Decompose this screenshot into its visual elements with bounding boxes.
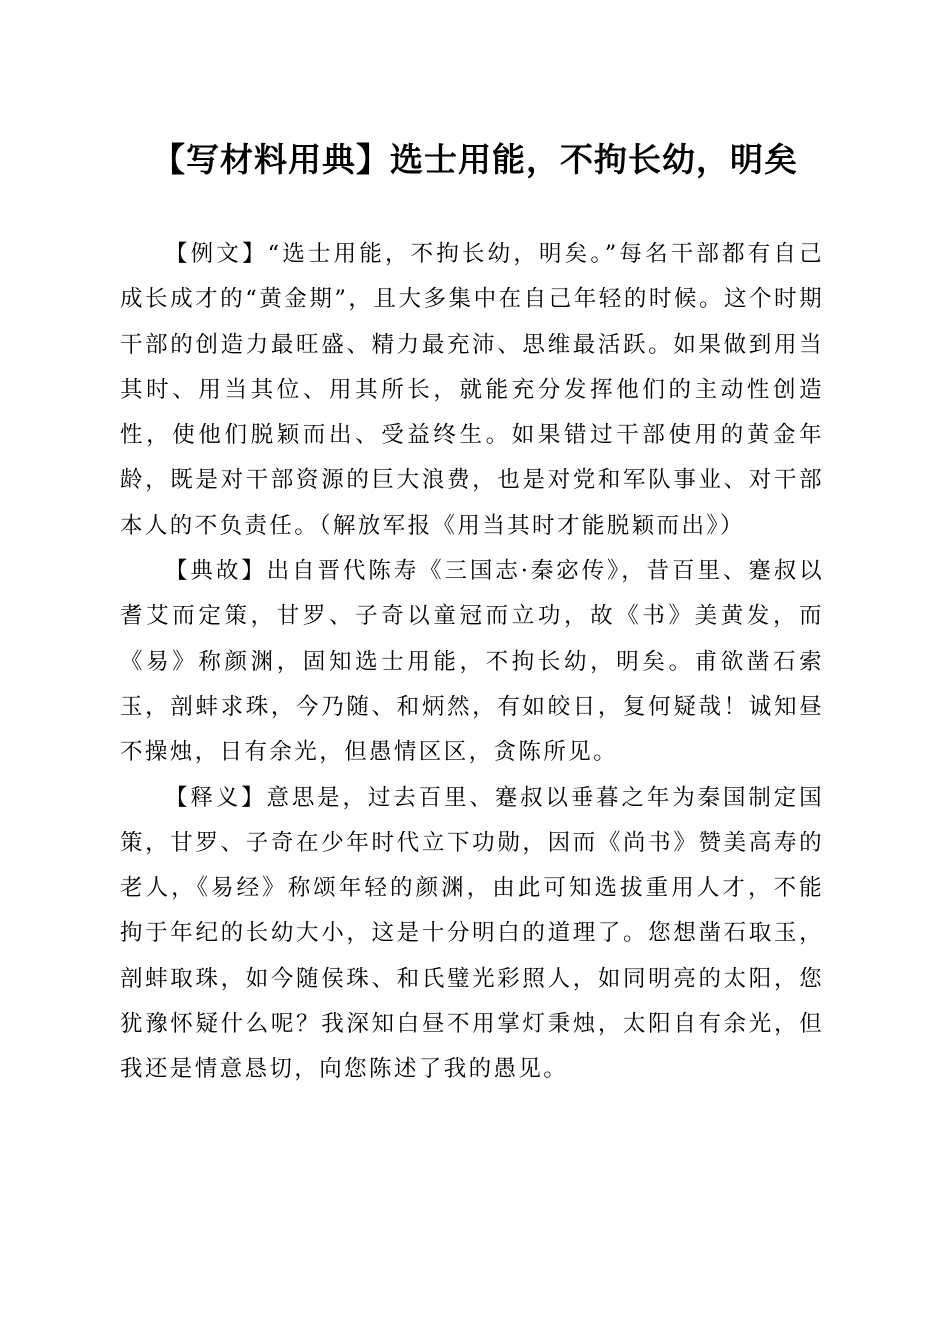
document-body bbox=[120, 232, 824, 1093]
document-title: 【写材料用典】选士用能，不拘长幼，明矣 bbox=[152, 140, 798, 179]
paragraph-example: 【例文】“选士用能，不拘长幼，明矣。”每名干部都有自己成长成才的“黄金期”，且大多集中在自己年轻的时候。这个时期干部的创造力最旺盛、精力最充沛、思维最活跃。如果做到用当其时、用当其位、用其所长，就能充分发挥他们的主动性创造性，使他们脱颖而出、受益终生。如果错过干部使用的黄金年龄，既是对干部资源的巨大浪费，也是对党和军队事业、对干部本人的不负责任。（解放军报《用当其时才能脱颖而出》） bbox=[120, 241, 824, 539]
paragraph-allusion: 【典故】出自晋代陈寿《三国志·秦宓传》，昔百里、蹇叔以耆艾而定策，甘罗、子奇以童冠而立功，故《书》美黄发，而《易》称颜渊，固知选士用能，不拘长幼，明矣。甫欲凿石索玉，剖蚌求珠，今乃随、和炳然，有如皎日，复何疑哉！诚知昼不操烛，日有余光，但愚情区区，贪陈所见。 bbox=[120, 558, 824, 766]
paragraph-interpretation: 【释义】意思是，过去百里、蹇叔以垂暮之年为秦国制定国策，甘罗、子奇在少年时代立下功勋，因而《尚书》赞美高寿的老人，《易经》称颂年轻的颜渊，由此可知选拔重用人才，不能拘于年纪的长幼大小，这是十分明白的道理了。您想凿石取玉，剖蚌取珠，如今随侯珠、和氏璧光彩照人，如同明亮的太阳，您犹豫怀疑什么呢？我深知白昼不用掌灯秉烛，太阳自有余光，但我还是情意恳切，向您陈述了我的愚见。 bbox=[120, 784, 824, 1083]
